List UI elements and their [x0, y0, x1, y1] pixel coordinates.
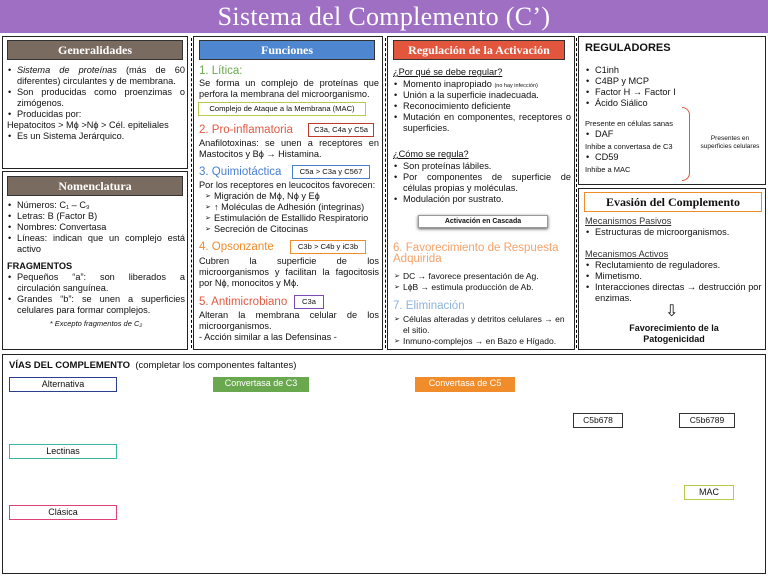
- fragmentos-title: FRAGMENTOS: [7, 261, 73, 271]
- funcion-4-text: Cubren la superficie de los microorganismos y facilitan la fagocitosis por Nϕ, monocitos y Mϕ.: [199, 256, 379, 288]
- funciones-panel: [193, 36, 383, 350]
- vias-title: VÍAS DEL COMPLEMENTO (completar los componentes faltantes): [9, 360, 297, 371]
- regulacion-list-1b: [393, 90, 571, 134]
- funcion-3-title: 3. Quimiotáctica: [199, 166, 282, 178]
- regulacion-item: • Modulación por sustrato.: [393, 194, 571, 205]
- funcion-2-title: 2. Pro-inflamatoria: [199, 124, 293, 136]
- divider: [385, 38, 386, 348]
- down-arrow-icon: ⇩: [665, 303, 679, 320]
- generalidades-panel: [2, 36, 188, 169]
- generalidades-header: Generalidades: [7, 40, 183, 60]
- fragmento-item: • Grandes “b”: se unen a superficies celulares para formar complejos.: [7, 294, 185, 316]
- reguladores-note-1: Presente en células sanas: [585, 119, 673, 128]
- evasion-item: • Mimetismo.: [585, 271, 763, 282]
- quimiotactica-tag: C5a > C3a y C567: [292, 165, 370, 179]
- regulacion-item: • Son proteínas lábiles.: [393, 161, 571, 172]
- funcion-7-item: ➢ Células alteradas y detritos celulares → en el sitio.: [393, 314, 571, 336]
- nomenclatura-item: • Nombres: Convertasa: [7, 222, 185, 233]
- nomenclatura-item: • Líneas: indican que un complejo está activo: [7, 233, 185, 255]
- c5b6789-label: C5b6789: [679, 413, 735, 428]
- evasion-activos-title: Mecanismos Activos: [585, 249, 669, 259]
- funcion-7-title: 7. Eliminación: [393, 300, 465, 312]
- regulacion-header: Regulación de la Activación: [393, 40, 565, 60]
- funcion-1-text: Se forma un complejo de proteínas que perfora la membrana del microorganismo.: [199, 78, 379, 99]
- regulador-item: • C1inh: [585, 65, 705, 76]
- via-clasica: Clásica: [9, 505, 117, 520]
- page-title: Sistema del Complemento (C’): [0, 0, 768, 33]
- funcion-6-item: ➢ DC → favorece presentación de Ag.: [393, 271, 571, 282]
- evasion-item: • Reclutamiento de reguladores.: [585, 260, 763, 271]
- reguladores-cd59: • CD59: [585, 152, 619, 163]
- generalidades-content: [7, 65, 185, 142]
- funciones-header: Funciones: [199, 40, 375, 60]
- evasion-panel: [578, 188, 766, 350]
- funcion-7-list: [393, 314, 571, 347]
- divider: [191, 38, 192, 348]
- regulacion-item: • Momento inapropiado (no hay infección): [393, 79, 571, 92]
- funcion-3-text: Por los receptores en leucocitos favorecen:: [199, 180, 376, 190]
- reguladores-daf: • DAF: [585, 129, 613, 140]
- funcion-6-item: ➢ LϕB → estimula producción de Ab.: [393, 282, 571, 293]
- quimiotactica-item: ➢ ↑ Moléculas de Adhesión (integrinas): [204, 202, 380, 213]
- reguladores-header: REGULADORES: [585, 42, 671, 54]
- nomenclatura-panel: [2, 171, 188, 350]
- nomenclatura-item: • Letras: B (Factor B): [7, 211, 185, 222]
- evasion-pasivos-list: [585, 227, 763, 238]
- via-lectinas: Lectinas: [9, 444, 117, 459]
- regulador-item: • Ácido Siálico: [585, 98, 705, 109]
- fragmento-item: • Pequeños “a”: son liberados a circulación sanguínea.: [7, 272, 185, 294]
- regulacion-item: • Unión a la superficie inadecuada.: [393, 90, 571, 101]
- funcion-3-list: [204, 191, 380, 235]
- convertasa-c3-label: Convertasa de C3: [213, 377, 309, 392]
- reguladores-note-3: Inhibe a MAC: [585, 165, 631, 174]
- fragmentos-note: * Excepto fragmentos de C₂: [49, 319, 143, 328]
- funcion-4-title: 4. Opsonzante: [199, 241, 274, 253]
- evasion-item: • Interacciones directas → destrucción por enzimas.: [585, 282, 763, 304]
- nomenclatura-header: Nomenclatura: [7, 176, 183, 196]
- regulador-item: • C4BP y MCP: [585, 76, 705, 87]
- quimiotactica-item: ➢ Estimulación de Estallido Respiratorio: [204, 213, 380, 224]
- generalidades-item: • Son producidas como proenzimas o zimógenos.: [7, 87, 185, 109]
- divider: [576, 38, 577, 348]
- anafilotoxinas-tag: C3a, C4a y C5a: [308, 123, 374, 137]
- opsonizante-tag: C3b > C4b y iC3b: [290, 240, 366, 254]
- evasion-activos-list: [585, 260, 763, 304]
- generalidades-item: • Producidas por:: [7, 109, 185, 120]
- generalidades-cell-line: Hepatocitos > Mϕ >Nϕ > Cél. epiteliales: [7, 120, 169, 130]
- mac-tag: Complejo de Ataque a la Membrana (MAC): [198, 102, 366, 116]
- regulacion-question-2: ¿Cómo se regula?: [393, 149, 469, 159]
- generalidades-item: • Es un Sistema Jerárquico.: [7, 131, 185, 142]
- reguladores-list: [585, 65, 705, 109]
- regulador-item: • Factor H → Factor I: [585, 87, 705, 98]
- nomenclatura-content: [7, 200, 185, 329]
- reguladores-note-2: Inhibe a convertasa de C3: [585, 142, 673, 151]
- generalidades-item: • Sistema de proteínas (más de 60 diferentes) circulantes y de membrana.: [7, 65, 185, 87]
- funcion-7-item: ➢ Inmuno-complejos → en Bazo e Hígado.: [393, 336, 571, 347]
- evasion-header: Evasión del Complemento: [584, 192, 762, 212]
- antimicrobiano-tag: C3a: [294, 295, 324, 309]
- mac-label: MAC: [684, 485, 734, 500]
- regulacion-list-2: [393, 161, 571, 205]
- funcion-5-text: Alteran la membrana celular de los microorganismos.: [199, 310, 379, 331]
- funcion-1-title: 1. Lítica:: [199, 65, 243, 77]
- regulacion-item: • Por componentes de superficie de células propias y moléculas.: [393, 172, 571, 194]
- quimiotactica-item: ➢ Migración de Mϕ, Nϕ y Eϕ: [204, 191, 380, 202]
- funcion-6-list: [393, 271, 571, 293]
- reguladores-bracket: [682, 107, 690, 181]
- regulacion-item: • Mutación en componentes, receptores o superficies.: [393, 112, 571, 134]
- evasion-conclusion: Favorecimiento de la Patogenicidad: [629, 323, 719, 344]
- nomenclatura-item: • Números: C₁ – C₉: [7, 200, 185, 211]
- quimiotactica-item: ➢ Secreción de Citocinas: [204, 224, 380, 235]
- vias-panel: [2, 354, 766, 574]
- funcion-6-title: 6. Favorecimiento de Respuesta Adquirida: [393, 242, 559, 265]
- c5b678-label: C5b678: [573, 413, 623, 428]
- via-alternativa: Alternativa: [9, 377, 117, 392]
- regulacion-item: • Reconocimiento deficiente: [393, 101, 571, 112]
- funcion-5-text-2: - Acción similar a las Defensinas -: [199, 332, 337, 342]
- regulacion-panel: [387, 36, 575, 350]
- evasion-pasivos-title: Mecanismos Pasivos: [585, 216, 672, 226]
- reguladores-side-note: Presentes en superficies celulares: [700, 135, 760, 150]
- regulacion-question-1: ¿Por qué se debe regular?: [393, 67, 503, 77]
- evasion-item: • Estructuras de microorganismos.: [585, 227, 763, 238]
- convertasa-c5-label: Convertasa de C5: [415, 377, 515, 392]
- cascada-label: Activación en Cascada: [418, 215, 548, 228]
- funcion-2-text: Anafilotoxinas: se unen a receptores en Mastocitos y Bϕ → Histamina.: [199, 138, 379, 159]
- funcion-5-title: 5. Antimicrobiano: [199, 296, 288, 308]
- reguladores-panel: [578, 36, 766, 185]
